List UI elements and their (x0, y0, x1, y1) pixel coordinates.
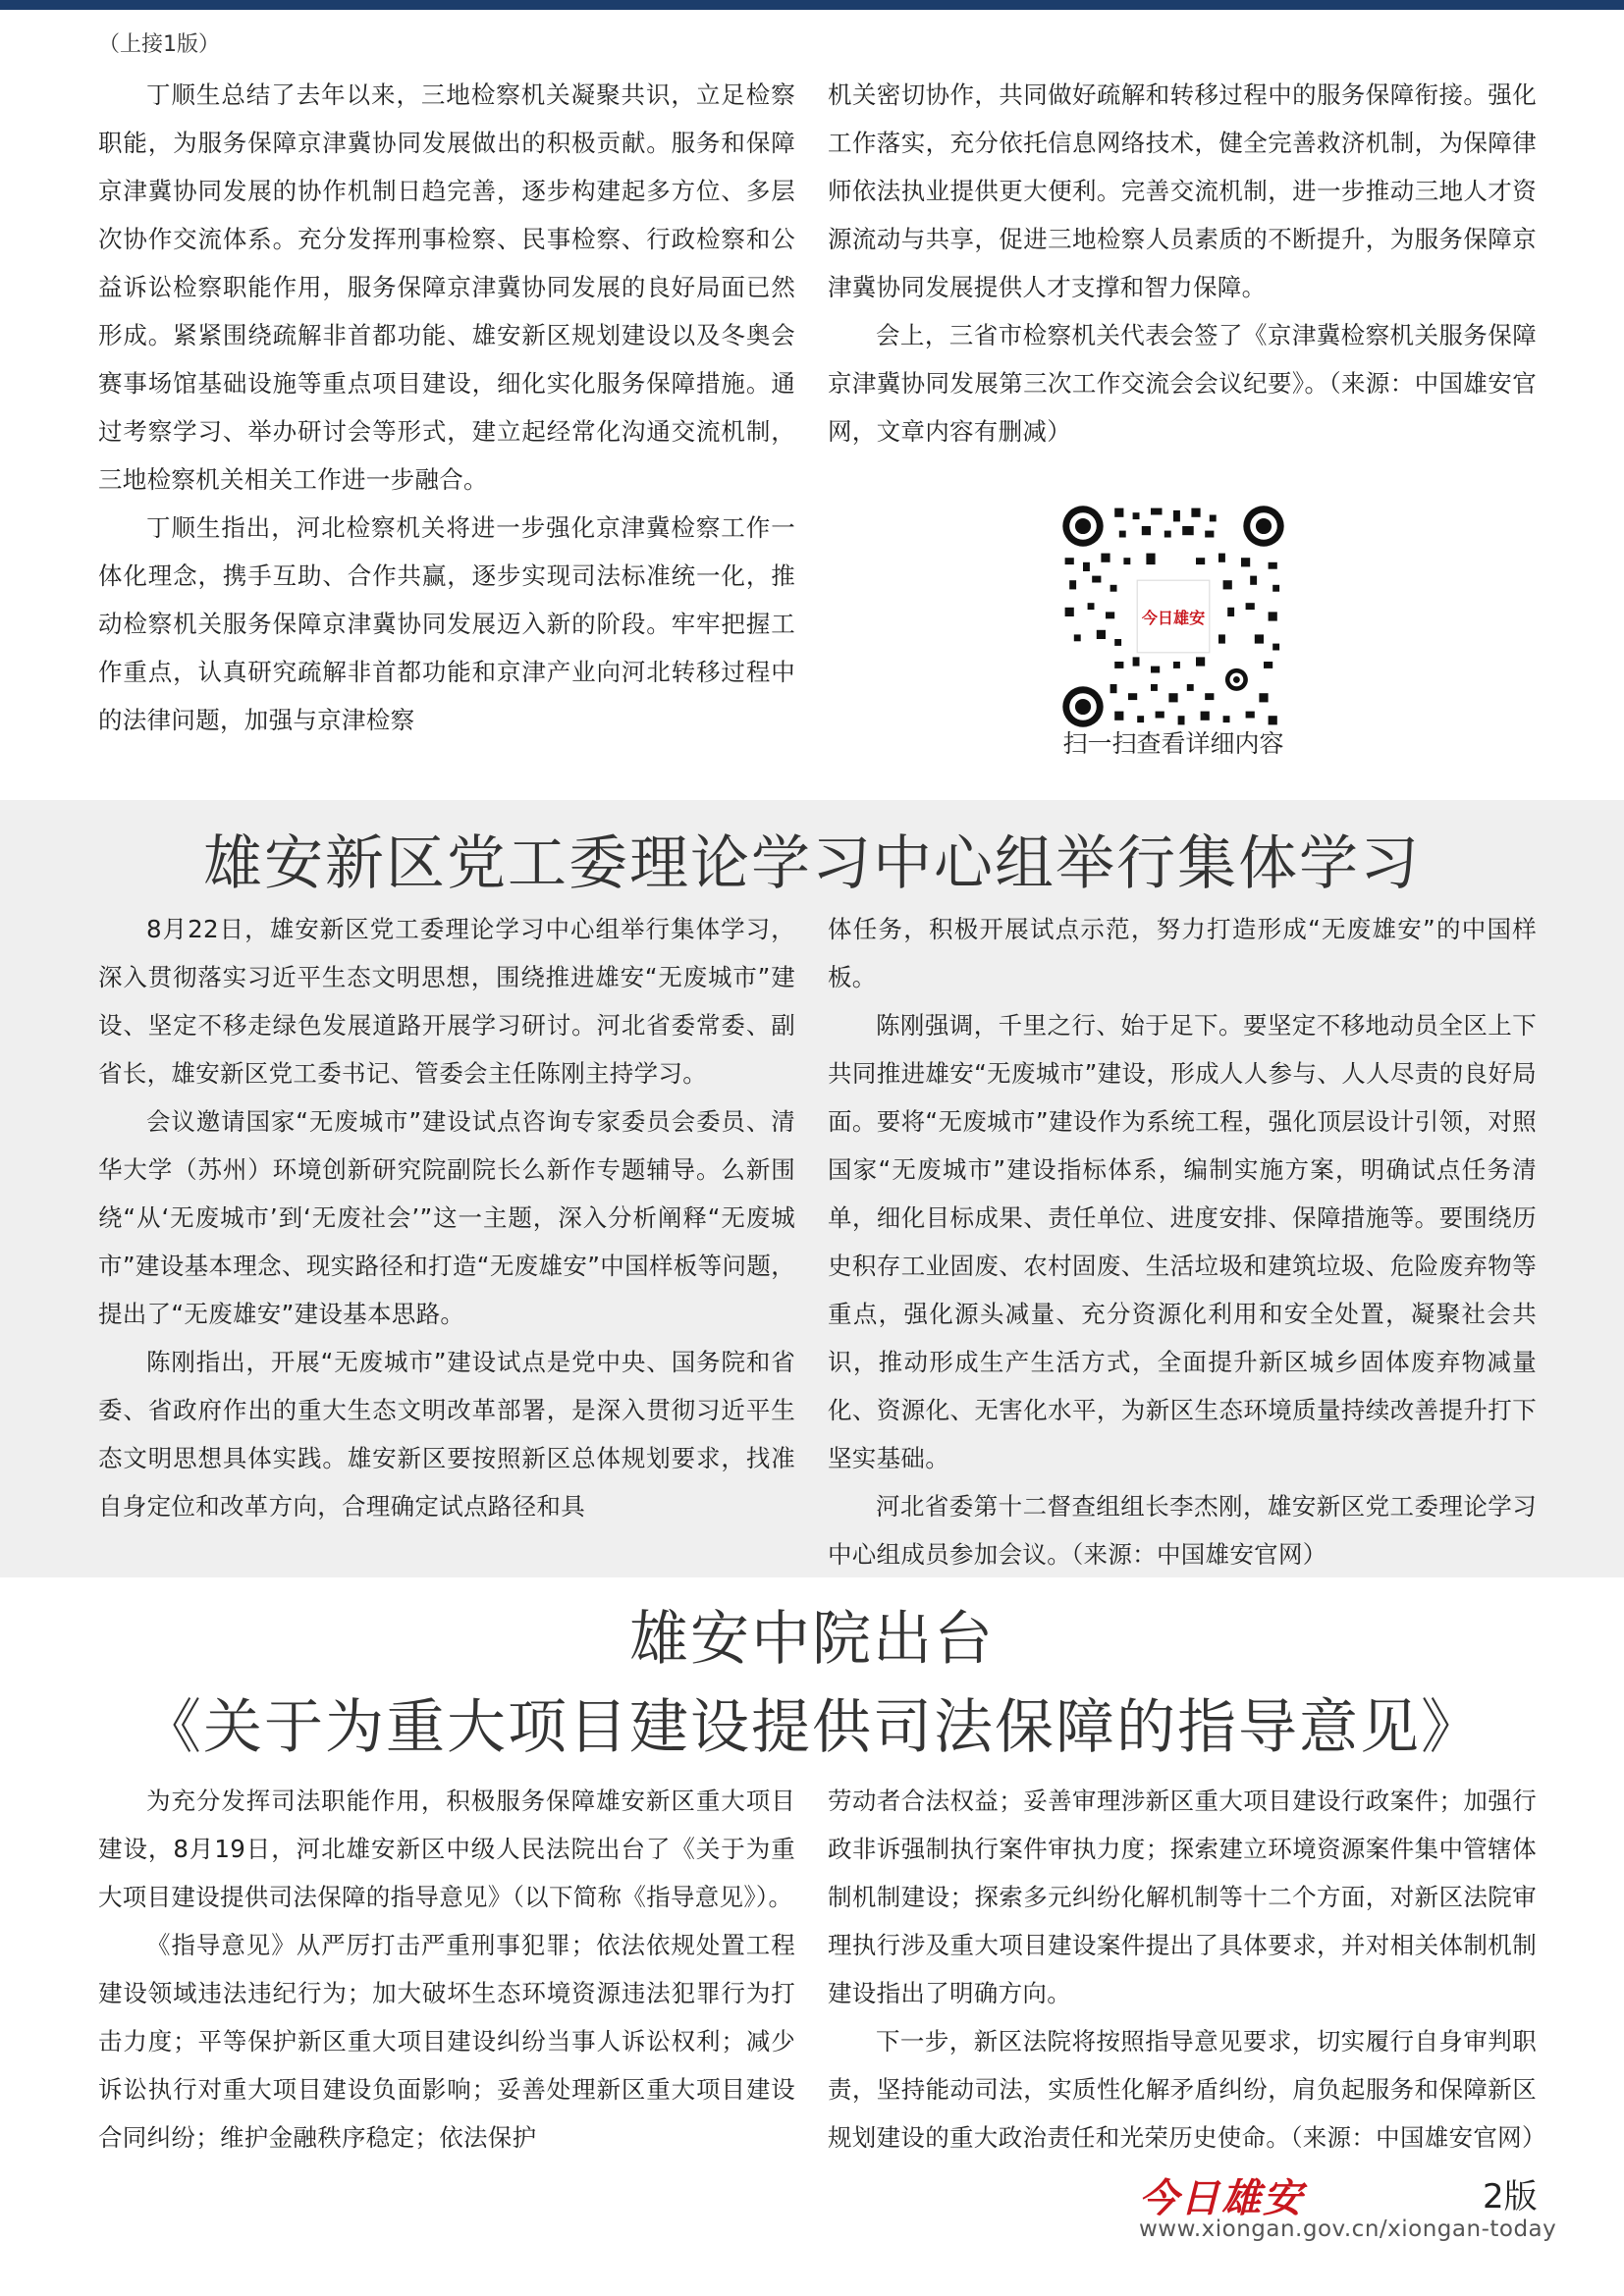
paragraph: 河北省委第十二督查组组长李杰刚，雄安新区党工委理论学习中心组成员参加会议。（来源：中国雄安官网） (828, 1492, 1537, 1569)
article1-right-column (828, 71, 1537, 455)
article2-right-column (828, 905, 1537, 1578)
paragraph: 丁顺生总结了去年以来，三地检察机关凝聚共识，立足检察职能，为服务保障京津冀协同发展做出的积极贡献。服务和保障京津冀协同发展的协作机制日趋完善，逐步构建起多方位、多层次协作交流体系。充分发挥刑事检察、民事检察、行政检察和公益诉讼检察职能作用，服务保障京津冀协同发展的良好局面已然形成。紧紧围绕疏解非首都功能、雄安新区规划建设以及冬奥会赛事场馆基础设施等重点项目建设，细化实化服务保障措施。通过考察学习、举办研讨会等形式，建立起经常化沟通交流机制，三地检察机关相关工作进一步融合。 (98, 80, 795, 494)
paragraph: 会上，三省市检察机关代表会签了《京津冀检察机关服务保障京津冀协同发展第三次工作交流会会议纪要》。（来源：中国雄安官网，文章内容有删减） (828, 321, 1537, 446)
qr-center-label: 今日雄安 (1141, 608, 1206, 627)
qr-code-icon[interactable] (1060, 504, 1286, 729)
paragraph: 会议邀请国家“无废城市”建设试点咨询专家委员会委员、清华大学（苏州）环境创新研究院副院长么新作专题辅导。么新围绕“从‘无废城市’到‘无废社会’”这一主题，深入分析阐释“无废城市”建设基本理念、现实路径和打造“无废雄安”中国样板等问题，提出了“无废雄安”建设基本思路。 (98, 1107, 795, 1328)
article3-left-column (98, 1777, 795, 2162)
qr-caption: 扫一扫查看详细内容 (1062, 729, 1284, 758)
continuation-note: （上接1版） (98, 32, 220, 57)
article3-headline-line2: 《关于为重大项目建设提供司法保障的指导意见》 (142, 1693, 1482, 1762)
paragraph: 8月22日，雄安新区党工委理论学习中心组举行集体学习，深入贯彻落实习近平生态文明思想，围绕推进雄安“无废城市”建设、坚定不移走绿色发展道路开展学习研讨。河北省委常委、副省长，雄安新区党工委书记、管委会主任陈刚主持学习。 (98, 915, 795, 1088)
article3-right-column (828, 1777, 1546, 2162)
article2-left-column (98, 905, 795, 1530)
article3-headline-line1: 雄安中院出台 (629, 1605, 995, 1674)
paragraph: 陈刚强调，千里之行、始于足下。要坚定不移地动员全区上下共同推进雄安“无废城市”建设，形成人人参与、人人尽责的良好局面。要将“无废城市”建设作为系统工程，强化顶层设计引领，对照国家“无废城市”建设指标体系，编制实施方案，明确试点任务清单，细化目标成果、责任单位、进度安排、保障措施等。要围绕历史积存工业固废、农村固废、生活垃圾和建筑垃圾、危险废弃物等重点，强化源头减量、充分资源化利用和安全处置，凝聚社会共识，推动形成生产生活方式，全面提升新区城乡固体废弃物减量化、资源化、无害化水平，为新区生态环境质量持续改善提升打下坚实基础。 (828, 1011, 1537, 1472)
paragraph: 陈刚指出，开展“无废城市”建设试点是党中央、国务院和省委、省政府作出的重大生态文明改革部署，是深入贯彻习近平生态文明思想具体实践。雄安新区要按照新区总体规划要求，找准自身定位和改革方向，合理确定试点路径和具 (98, 1348, 795, 1521)
paragraph: 机关密切协作，共同做好疏解和转移过程中的服务保障衔接。强化工作落实，充分依托信息网络技术，健全完善救济机制，为保障律师依法执业提供更大便利。完善交流机制，进一步推动三地人才资源流动与共享，促进三地检察人员素质的不断提升，为服务保障京津冀协同发展提供人才支撑和智力保障。 (828, 80, 1537, 301)
paragraph: 为充分发挥司法职能作用，积极服务保障雄安新区重大项目建设，8月19日，河北雄安新区中级人民法院出台了《关于为重大项目建设提供司法保障的指导意见》（以下简称《指导意见》）。 (98, 1787, 795, 1911)
website-link[interactable]: www.xiongan.gov.cn/xiongan-today (1139, 2216, 1557, 2242)
top-border (0, 0, 1624, 10)
article1-left-column (98, 71, 795, 744)
paragraph: 劳动者合法权益；妥善审理涉新区重大项目建设行政案件；加强行政非诉强制执行案件审执力度；探索建立环境资源案件集中管辖体制机制建设；探索多元纠纷化解机制等十二个方面，对新区法院审理执行涉及重大项目建设案件提出了具体要求，并对相关体制机制建设指出了明确方向。 (828, 1787, 1537, 2007)
brand-logo: 今日雄安 (1139, 2175, 1304, 2221)
page-number: 2版 (1483, 2177, 1538, 2216)
paragraph: 丁顺生指出，河北检察机关将进一步强化京津冀检察工作一体化理念，携手互助、合作共赢，逐步实现司法标准统一化，推动检察机关服务保障京津冀协同发展迈入新的阶段。牢牢把握工作重点，认真研究疏解非首都功能和京津产业向河北转移过程中的法律问题，加强与京津检察 (98, 513, 795, 734)
paragraph: 下一步，新区法院将按照指导意见要求，切实履行自身审判职责，坚持能动司法，实质性化解矛盾纠纷，肩负起服务和保障新区规划建设的重大政治责任和光荣历史使命。（来源：中国雄安官网） (828, 2027, 1546, 2152)
paragraph: 体任务，积极开展试点示范，努力打造形成“无废雄安”的中国样板。 (828, 915, 1537, 991)
paragraph: 《指导意见》从严厉打击严重刑事犯罪；依法依规处置工程建设领域违法违纪行为；加大破坏生态环境资源违法犯罪行为打击力度；平等保护新区重大项目建设纠纷当事人诉讼权利；减少诉讼执行对重大项目建设负面影响；妥善处理新区重大项目建设合同纠纷；维护金融秩序稳定；依法保护 (98, 1931, 795, 2152)
article2-headline: 雄安新区党工委理论学习中心组举行集体学习 (203, 829, 1421, 898)
